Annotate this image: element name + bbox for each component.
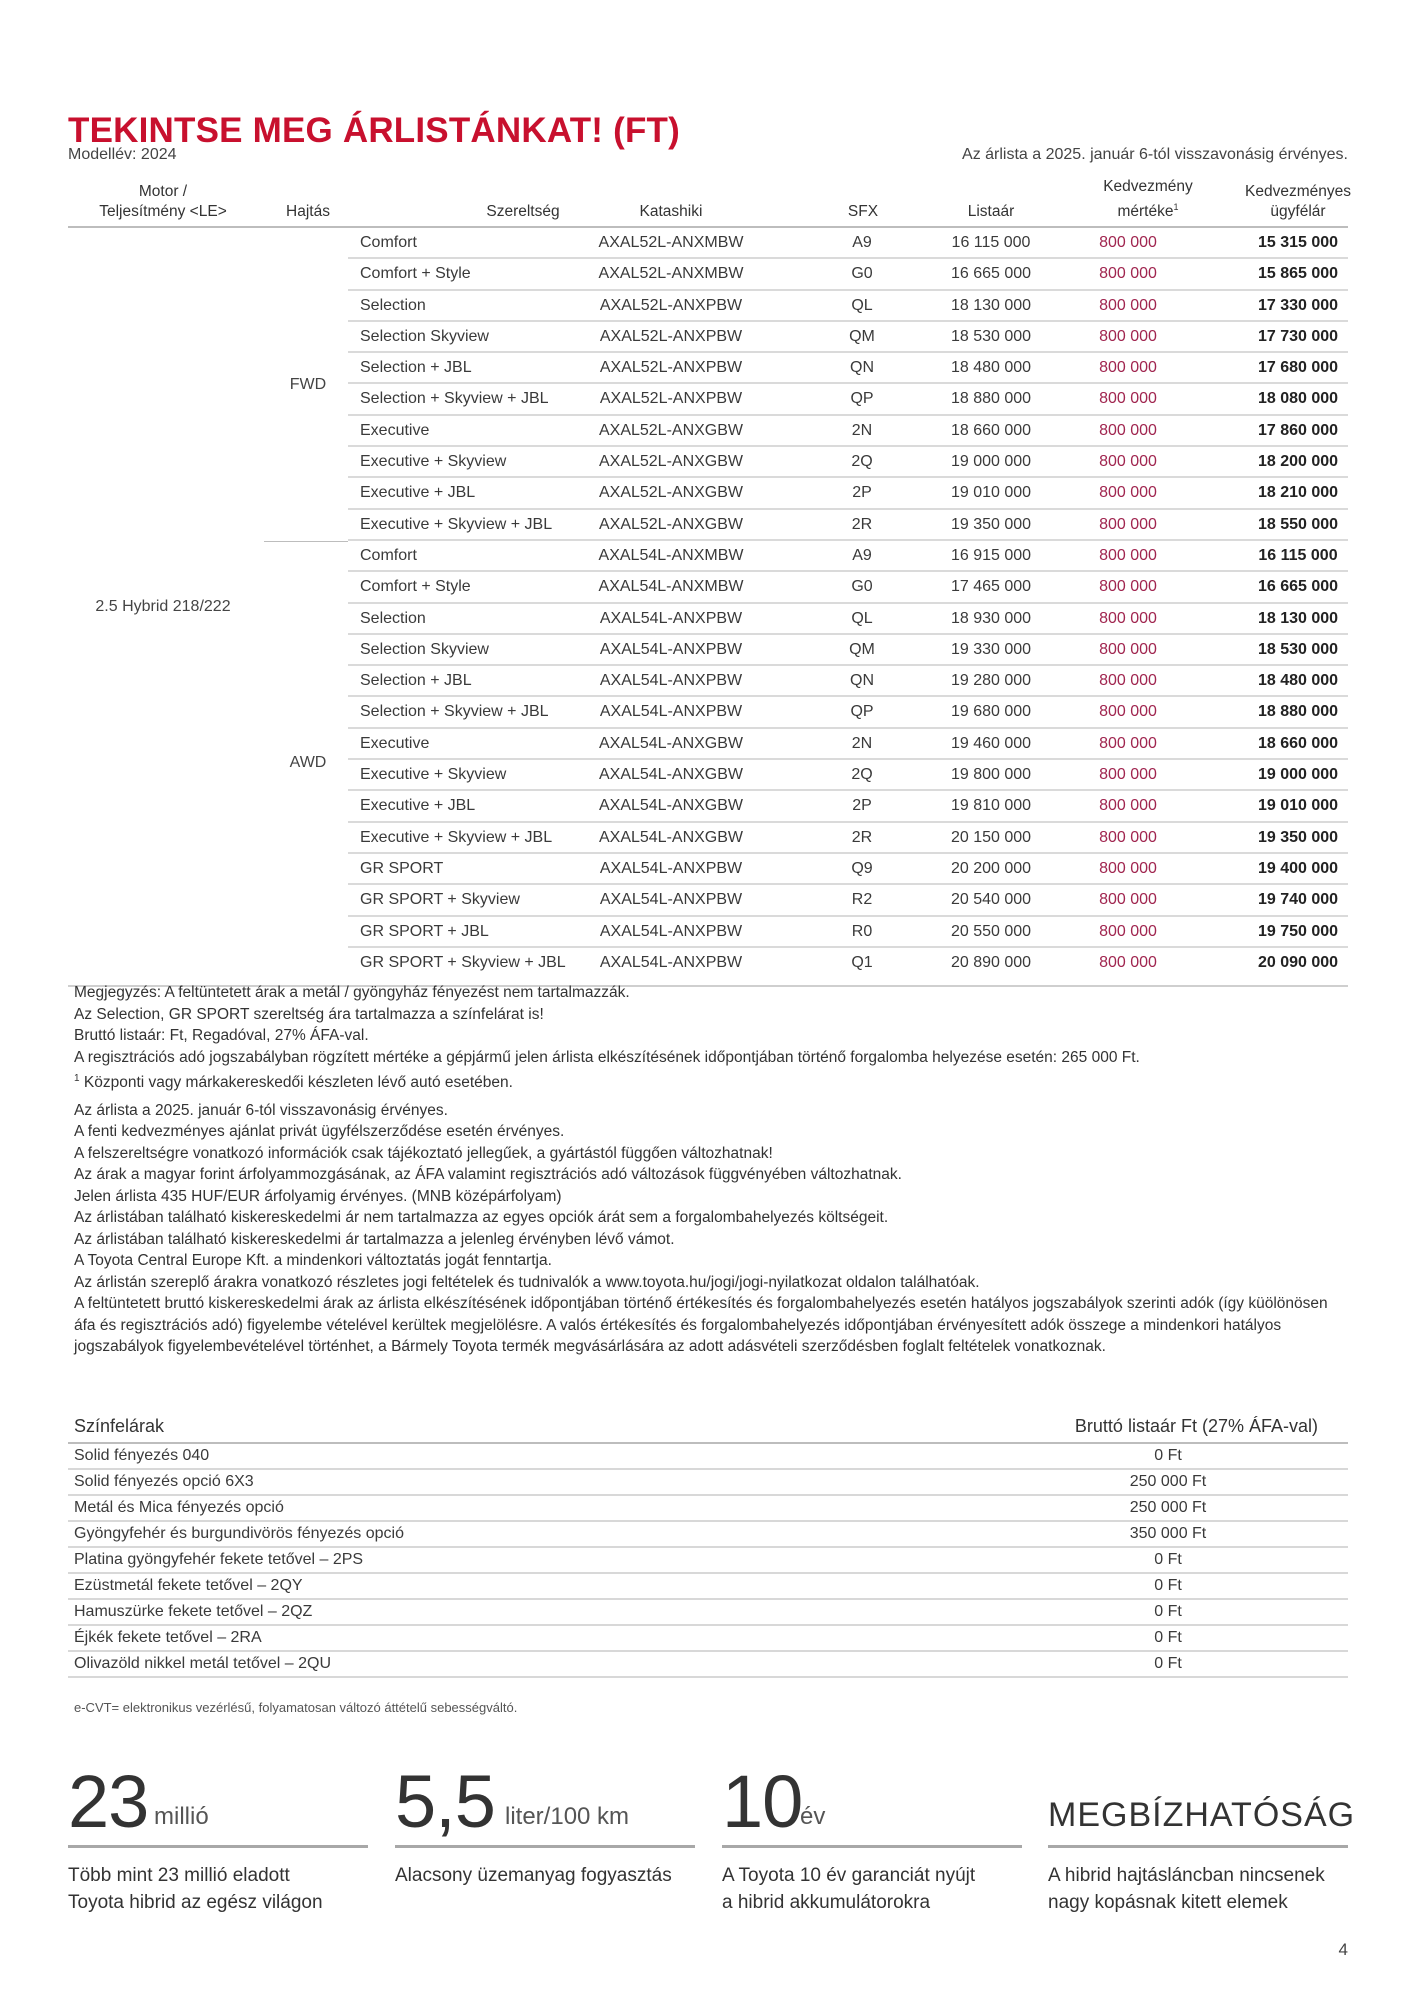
final-price-cell: 15 315 000	[1257, 234, 1339, 251]
color-row	[68, 1600, 1348, 1626]
validity-note: Az árlista a 2025. január 6-tól visszavonásig érvényes.	[962, 146, 1348, 163]
final-price-cell: 19 350 000	[1257, 828, 1339, 846]
page-number: 4	[1338, 1940, 1348, 1959]
trim-cell: Executive + Skyview + JBL	[360, 828, 553, 846]
final-price-cell: 17 330 000	[1257, 296, 1339, 314]
footnote-mark: 1	[74, 1073, 80, 1084]
stat-number: 10	[722, 1760, 803, 1843]
color-price: 0 Ft	[1154, 1603, 1182, 1620]
col-sfx: SFX	[847, 203, 879, 220]
stat-unit: év	[800, 1803, 826, 1830]
color-row	[68, 1626, 1348, 1652]
final-price-cell: 19 400 000	[1257, 859, 1339, 877]
katashiki-cell: AXAL54L-ANXPBW	[599, 922, 743, 940]
trim-cell: GR SPORT + JBL	[360, 922, 489, 940]
final-price-cell: 17 680 000	[1257, 359, 1339, 377]
color-name: Ezüstmetál fekete tetővel – 2QY	[74, 1577, 303, 1594]
stat-description	[1048, 1862, 1348, 1916]
final-price-cell: 18 530 000	[1257, 640, 1339, 658]
table-row	[348, 604, 1348, 635]
trim-cell: Comfort + Style	[360, 578, 471, 596]
final-price-cell: 19 000 000	[1257, 766, 1339, 784]
drive-fwd: FWD	[289, 375, 327, 393]
sfx-cell: 2R	[851, 828, 873, 846]
list-price-cell: 18 660 000	[950, 421, 1032, 439]
list-price-cell: 16 115 000	[951, 234, 1031, 251]
trim-cell: Comfort + Style	[360, 265, 471, 283]
final-price-cell: 18 130 000	[1257, 609, 1339, 627]
table-row	[348, 854, 1348, 885]
discount-cell: 800 000	[1099, 703, 1157, 721]
discount-cell: 800 000	[1099, 453, 1157, 471]
note-line: Az árlista a 2025. január 6-tól visszavonásig érvényes.	[74, 1101, 448, 1119]
note-line: A fenti kedvezményes ajánlat privát ügyfélszerződése esetén érvényes.	[74, 1123, 565, 1141]
stat-desc-line2: Toyota hibrid az egész világon	[68, 1892, 323, 1913]
note-line: A Toyota Central Europe Kft. a mindenkori változtatás jogát fenntartja.	[74, 1252, 552, 1270]
col-discount-line1: Kedvezmény	[1103, 177, 1193, 195]
color-rows	[68, 1444, 1348, 1678]
table-row	[348, 572, 1348, 603]
trim-cell: Selection + JBL	[360, 672, 472, 690]
trim-cell: Executive + Skyview	[360, 453, 507, 471]
katashiki-cell: AXAL52L-ANXPBW	[599, 359, 743, 377]
motor-cell: 2.5 Hybrid 218/222	[95, 597, 231, 615]
trim-cell: Selection	[360, 296, 426, 314]
discount-cell: 800 000	[1099, 609, 1157, 627]
stat-fuel	[395, 1755, 695, 1889]
stat-unit: liter/100 km	[505, 1803, 630, 1830]
table-row	[348, 635, 1348, 666]
price-table-body	[68, 228, 1348, 987]
table-row	[348, 791, 1348, 822]
discount-cell: 800 000	[1099, 922, 1157, 940]
table-row	[348, 541, 1348, 572]
sfx-cell: A9	[852, 546, 872, 564]
discount-cell: 800 000	[1099, 797, 1157, 815]
drive-awd: AWD	[289, 754, 327, 771]
discount-cell: 800 000	[1099, 327, 1157, 345]
stat-fuel-figure	[395, 1755, 695, 1848]
color-row	[68, 1548, 1348, 1574]
katashiki-cell: AXAL54L-ANXPBW	[599, 703, 743, 721]
col-trim: Szereltség	[486, 203, 560, 220]
list-price-cell: 18 930 000	[950, 609, 1032, 627]
stat-description	[395, 1862, 695, 1889]
final-price-cell: 18 550 000	[1257, 515, 1339, 533]
color-table-header	[68, 1412, 1348, 1444]
color-price: 0 Ft	[1154, 1629, 1182, 1646]
color-name: Platina gyöngyfehér fekete tetővel – 2PS	[74, 1551, 364, 1568]
table-row	[348, 917, 1348, 948]
list-price-cell: 18 880 000	[950, 390, 1032, 408]
note-line: A feltüntetett bruttó kiskereskedelmi árak az árlista elkészítésének időpontjában történő értékesítés és forgalombahelyezés esetén hatályos jogszabályok szerinti adók (így küölönösen áfa és regisztrációs adó) figyelembe vételével kerültek megjelölésre. A valós értékesítés és forgalombahelyezés időpontjában érvényesített adók összege a mindenkori hatályos jogszabályok figyelembevételével történhet, a Bármely Toyota termék megvásárlására az adott adásvételi szerződésben foglalt feltételek vonatkoznak.	[74, 1295, 1328, 1356]
col-motor-line1: Motor /	[138, 183, 188, 200]
discount-cell: 800 000	[1099, 953, 1157, 971]
note-line: Az árlistában található kiskereskedelmi ár tartalmazza a jelenleg érvényben lévő vámot.	[74, 1230, 675, 1248]
stat-description	[68, 1862, 368, 1916]
sfx-cell: QP	[850, 703, 874, 721]
katashiki-cell: AXAL54L-ANXMBW	[598, 546, 744, 564]
final-price-cell: 20 090 000	[1257, 953, 1339, 971]
trim-cell: GR SPORT + Skyview	[360, 891, 520, 909]
katashiki-cell: AXAL52L-ANXPBW	[599, 296, 743, 314]
stat-unit: millió	[154, 1803, 209, 1830]
note-line: A felszereltségre vonatkozó információk csak tájékoztató jellegűek, a gyártástól függően változhatnak!	[74, 1144, 773, 1162]
sfx-cell: QL	[851, 296, 873, 314]
table-row	[348, 666, 1348, 697]
katashiki-cell: AXAL52L-ANXPBW	[599, 327, 743, 345]
list-price-cell: 20 150 000	[950, 828, 1032, 846]
discount-cell: 800 000	[1099, 484, 1157, 502]
col-discount	[1068, 177, 1228, 222]
katashiki-cell: AXAL52L-ANXGBW	[598, 515, 744, 533]
discount-cell: 800 000	[1099, 891, 1157, 909]
discount-cell: 800 000	[1099, 640, 1157, 658]
sfx-cell: QM	[849, 327, 875, 345]
notes-block-1	[74, 982, 1344, 1068]
ecvt-footnote: e-CVT= elektronikus vezérlésű, folyamatosan változó áttételű sebességváltó.	[74, 1700, 518, 1715]
trim-cell: Comfort	[360, 234, 417, 251]
sfx-cell: 2P	[852, 797, 872, 815]
table-row	[348, 948, 1348, 979]
col-motor	[68, 182, 258, 222]
col-final-price	[1218, 182, 1378, 222]
trim-cell: GR SPORT + Skyview + JBL	[360, 953, 566, 971]
final-price-cell: 19 750 000	[1257, 922, 1339, 940]
final-price-cell: 19 740 000	[1257, 891, 1339, 909]
discount-cell: 800 000	[1099, 578, 1157, 596]
color-price: 0 Ft	[1154, 1655, 1182, 1672]
table-row	[348, 322, 1348, 353]
katashiki-cell: AXAL54L-ANXPBW	[599, 640, 743, 658]
discount-cell: 800 000	[1099, 766, 1157, 784]
katashiki-cell: AXAL52L-ANXGBW	[598, 484, 744, 502]
list-price-cell: 18 130 000	[950, 296, 1032, 314]
stat-number: 5,5	[395, 1760, 495, 1843]
list-price-cell: 20 200 000	[950, 859, 1032, 877]
stat-desc-line1: Több mint 23 millió eladott	[68, 1865, 290, 1886]
table-row	[348, 384, 1348, 415]
stat-sold	[68, 1755, 368, 1916]
discount-cell: 800 000	[1099, 234, 1157, 251]
final-price-cell: 18 480 000	[1257, 672, 1339, 690]
trim-cell: Selection + JBL	[360, 359, 472, 377]
sfx-cell: R0	[851, 922, 873, 940]
sfx-cell: QN	[850, 672, 874, 690]
price-table	[68, 177, 1351, 987]
note-line: Bruttó listaár: Ft, Regadóval, 27% ÁFA-val.	[74, 1027, 369, 1044]
list-price-cell: 20 550 000	[950, 922, 1032, 940]
table-row	[348, 228, 1348, 259]
page-title: TEKINTSE MEG ÁRLISTÁNKAT! (FT)	[68, 111, 680, 151]
sfx-cell: Q1	[851, 953, 873, 971]
sfx-cell: 2N	[851, 421, 873, 439]
trim-cell: Selection Skyview	[360, 640, 489, 658]
table-row	[348, 760, 1348, 791]
list-price-cell: 19 010 000	[950, 484, 1032, 502]
list-price-cell: 18 530 000	[950, 327, 1032, 345]
stat-sold-figure	[68, 1755, 368, 1848]
final-price-cell: 18 660 000	[1257, 734, 1339, 752]
trim-cell: Selection + Skyview + JBL	[360, 390, 549, 408]
footnote-text: Központi vagy márkakereskedői készleten lévő autó esetében.	[79, 1074, 513, 1092]
model-year: Modellév: 2024	[68, 146, 177, 163]
final-price-cell: 18 210 000	[1257, 484, 1339, 502]
stat-warranty	[722, 1755, 1022, 1916]
color-row	[68, 1522, 1348, 1548]
footnote-1	[74, 1068, 1344, 1094]
stat-desc-line1: A hibrid hajtásláncban nincsenek	[1048, 1865, 1325, 1886]
list-price-cell: 19 280 000	[950, 672, 1032, 690]
stat-desc-line1: A Toyota 10 év garanciát nyújt	[722, 1865, 976, 1886]
color-price: 350 000 Ft	[1129, 1525, 1207, 1542]
col-list-price: Listaár	[967, 203, 1015, 220]
notes	[74, 982, 1344, 1358]
discount-cell: 800 000	[1099, 859, 1157, 877]
sfx-cell: 2Q	[851, 453, 873, 471]
trim-cell: Selection + Skyview + JBL	[360, 703, 549, 721]
trim-cell: Executive + JBL	[360, 484, 476, 502]
final-price-cell: 18 200 000	[1257, 453, 1339, 471]
color-price: 250 000 Ft	[1129, 1499, 1207, 1516]
color-price: 0 Ft	[1154, 1577, 1182, 1594]
katashiki-cell: AXAL54L-ANXGBW	[598, 797, 744, 815]
trim-cell: Executive	[360, 734, 430, 752]
list-price-cell: 19 330 000	[950, 640, 1032, 658]
note-line: Jelen árlista 435 HUF/EUR árfolyamig érvényes. (MNB középárfolyam)	[74, 1187, 562, 1205]
katashiki-cell: AXAL54L-ANXPBW	[599, 672, 743, 690]
katashiki-cell: AXAL54L-ANXGBW	[598, 734, 744, 752]
col-katashiki: Katashiki	[639, 203, 703, 220]
discount-cell: 800 000	[1099, 546, 1157, 564]
final-price-cell: 18 880 000	[1257, 703, 1339, 721]
color-name: Gyöngyfehér és burgundivörös fényezés opció	[74, 1525, 404, 1542]
katashiki-cell: AXAL52L-ANXGBW	[598, 421, 744, 439]
stat-reliability	[1048, 1755, 1356, 1916]
table-row	[348, 416, 1348, 447]
katashiki-cell: AXAL52L-ANXMBW	[598, 265, 744, 283]
trim-cell: Executive + Skyview + JBL	[360, 515, 553, 533]
table-row	[348, 885, 1348, 916]
final-price-cell: 17 730 000	[1257, 327, 1339, 345]
discount-cell: 800 000	[1099, 359, 1157, 377]
discount-cell: 800 000	[1099, 296, 1157, 314]
list-price-cell: 19 680 000	[950, 703, 1032, 721]
trim-cell: GR SPORT	[360, 859, 444, 877]
sfx-cell: QN	[850, 359, 874, 377]
discount-cell: 800 000	[1099, 515, 1157, 533]
trim-cell: Comfort	[360, 546, 417, 564]
discount-cell: 800 000	[1099, 421, 1157, 439]
list-price-cell: 19 000 000	[950, 453, 1032, 471]
final-price-cell: 18 080 000	[1257, 390, 1339, 408]
katashiki-cell: AXAL54L-ANXGBW	[598, 766, 744, 784]
list-price-cell: 20 540 000	[950, 891, 1032, 909]
note-line: Az árak a magyar forint árfolyammozgásának, az ÁFA valamint regisztrációs adó változások függvényében változhatnak.	[74, 1166, 902, 1184]
sfx-cell: G0	[851, 265, 873, 283]
note-line: A regisztrációs adó jogszabályban rögzített mértéke a gépjármű jelen árlista elkészítésének időpontjában történő forgalomba helyezése esetén: 265 000 Ft.	[74, 1048, 1140, 1066]
final-price-cell: 16 665 000	[1257, 578, 1339, 596]
color-name: Hamuszürke fekete tetővel – 2QZ	[74, 1603, 313, 1620]
katashiki-cell: AXAL54L-ANXPBW	[599, 859, 743, 877]
final-price-cell: 16 115 000	[1258, 546, 1338, 564]
discount-cell: 800 000	[1099, 672, 1157, 690]
color-row	[68, 1574, 1348, 1600]
color-row	[68, 1652, 1348, 1678]
discount-cell: 800 000	[1099, 734, 1157, 752]
sfx-cell: 2Q	[851, 766, 873, 784]
trim-cell: Selection Skyview	[360, 327, 489, 345]
stat-desc-line2: a hibrid akkumulátorokra	[722, 1892, 931, 1913]
katashiki-cell: AXAL52L-ANXMBW	[598, 234, 744, 251]
color-row	[68, 1444, 1348, 1470]
trim-rows	[348, 228, 1348, 979]
table-row	[348, 697, 1348, 728]
trim-cell: Executive	[360, 421, 430, 439]
final-price-cell: 17 860 000	[1257, 421, 1339, 439]
discount-cell: 800 000	[1099, 265, 1157, 283]
col-final-line1: Kedvezményes	[1245, 183, 1351, 200]
col-drive: Hajtás	[286, 203, 330, 220]
final-price-cell: 19 010 000	[1257, 797, 1339, 815]
color-table-price-header: Bruttó listaár Ft (27% ÁFA-val)	[1074, 1416, 1318, 1436]
color-price: 250 000 Ft	[1129, 1473, 1207, 1490]
list-price-cell: 16 915 000	[950, 546, 1032, 564]
color-name: Éjkék fekete tetővel – 2RA	[74, 1629, 262, 1646]
table-row	[348, 729, 1348, 760]
hybrid-stats	[68, 1755, 1356, 1915]
sfx-cell: 2R	[851, 515, 873, 533]
stat-description	[722, 1862, 1022, 1916]
katashiki-cell: AXAL54L-ANXPBW	[599, 953, 743, 971]
stat-warranty-figure	[722, 1755, 1022, 1848]
table-row	[348, 510, 1348, 541]
col-discount-text: mértéke	[1117, 203, 1174, 220]
sfx-cell: R2	[851, 891, 873, 909]
sfx-cell: QM	[849, 640, 875, 658]
list-price-cell: 19 460 000	[950, 734, 1032, 752]
color-name: Metál és Mica fényezés opció	[74, 1499, 284, 1516]
color-surcharge-table	[68, 1412, 1348, 1678]
color-price: 0 Ft	[1154, 1551, 1182, 1568]
sfx-cell: Q9	[851, 859, 873, 877]
sfx-cell: QP	[850, 390, 874, 408]
trim-cell: Executive + Skyview	[360, 766, 507, 784]
note-line: Az Selection, GR SPORT szereltség ára tartalmazza a színfelárat is!	[74, 1005, 544, 1023]
col-discount-line2	[1068, 197, 1228, 222]
col-motor-line2: Teljesítmény <LE>	[99, 203, 227, 220]
color-name: Solid fényezés opció 6X3	[74, 1473, 254, 1490]
stat-number: 23	[68, 1760, 149, 1843]
color-name: Solid fényezés 040	[74, 1447, 210, 1464]
trim-cell: Selection	[360, 609, 426, 627]
table-row	[348, 447, 1348, 478]
sfx-cell: 2N	[851, 734, 873, 752]
color-name: Olivazöld nikkel metál tetővel – 2QU	[74, 1655, 331, 1672]
list-price-cell: 19 800 000	[950, 766, 1032, 784]
color-row	[68, 1470, 1348, 1496]
list-price-cell: 18 480 000	[950, 359, 1032, 377]
trim-cell: Executive + JBL	[360, 797, 476, 815]
katashiki-cell: AXAL52L-ANXGBW	[598, 453, 744, 471]
color-row	[68, 1496, 1348, 1522]
table-row	[348, 823, 1348, 854]
table-row	[348, 291, 1348, 322]
sfx-cell: G0	[851, 578, 873, 596]
final-price-cell: 15 865 000	[1257, 265, 1339, 283]
note-line: Az árlistán szereplő árakra vonatkozó részletes jogi feltételek és tudnivalók a www.toyota.hu/jogi/jogi-nyilatkozat oldalon találhatóak.	[74, 1273, 980, 1291]
table-row	[348, 478, 1348, 509]
discount-cell: 800 000	[1099, 390, 1157, 408]
katashiki-cell: AXAL54L-ANXPBW	[599, 891, 743, 909]
list-price-cell: 19 350 000	[950, 515, 1032, 533]
stat-reliability-figure	[1048, 1755, 1356, 1848]
footnote-marker: 1	[1173, 201, 1179, 212]
note-line: Az árlistában található kiskereskedelmi ár nem tartalmazza az egyes opciók árát sem a forgalombahelyezés költségeit.	[74, 1209, 889, 1227]
note-line: Megjegyzés: A feltüntetett árak a metál / gyöngyház fényezést nem tartalmazzák.	[74, 984, 630, 1001]
stat-desc-line1: Alacsony üzemanyag fogyasztás	[395, 1865, 672, 1886]
sfx-cell: QL	[851, 609, 873, 627]
notes-block-2	[74, 1100, 1344, 1358]
list-price-cell: 20 890 000	[950, 953, 1032, 971]
stat-desc-line2: nagy kopásnak kitett elemek	[1048, 1892, 1288, 1913]
color-table-title: Színfelárak	[74, 1416, 165, 1436]
price-table-header	[68, 177, 1351, 228]
stat-word: MEGBÍZHATÓSÁG	[1048, 1796, 1356, 1834]
table-row	[348, 259, 1348, 290]
katashiki-cell: AXAL54L-ANXPBW	[599, 609, 743, 627]
list-price-cell: 19 810 000	[950, 797, 1032, 815]
list-price-cell: 16 665 000	[950, 265, 1032, 283]
katashiki-cell: AXAL52L-ANXPBW	[599, 390, 743, 408]
discount-cell: 800 000	[1099, 828, 1157, 846]
sfx-cell: 2P	[852, 484, 872, 502]
sfx-cell: A9	[852, 234, 872, 251]
col-final-line2: ügyfélár	[1270, 203, 1326, 220]
table-row	[348, 353, 1348, 384]
katashiki-cell: AXAL54L-ANXGBW	[598, 828, 744, 846]
katashiki-cell: AXAL54L-ANXMBW	[598, 578, 744, 596]
list-price-cell: 17 465 000	[950, 578, 1032, 596]
color-price: 0 Ft	[1154, 1447, 1182, 1464]
